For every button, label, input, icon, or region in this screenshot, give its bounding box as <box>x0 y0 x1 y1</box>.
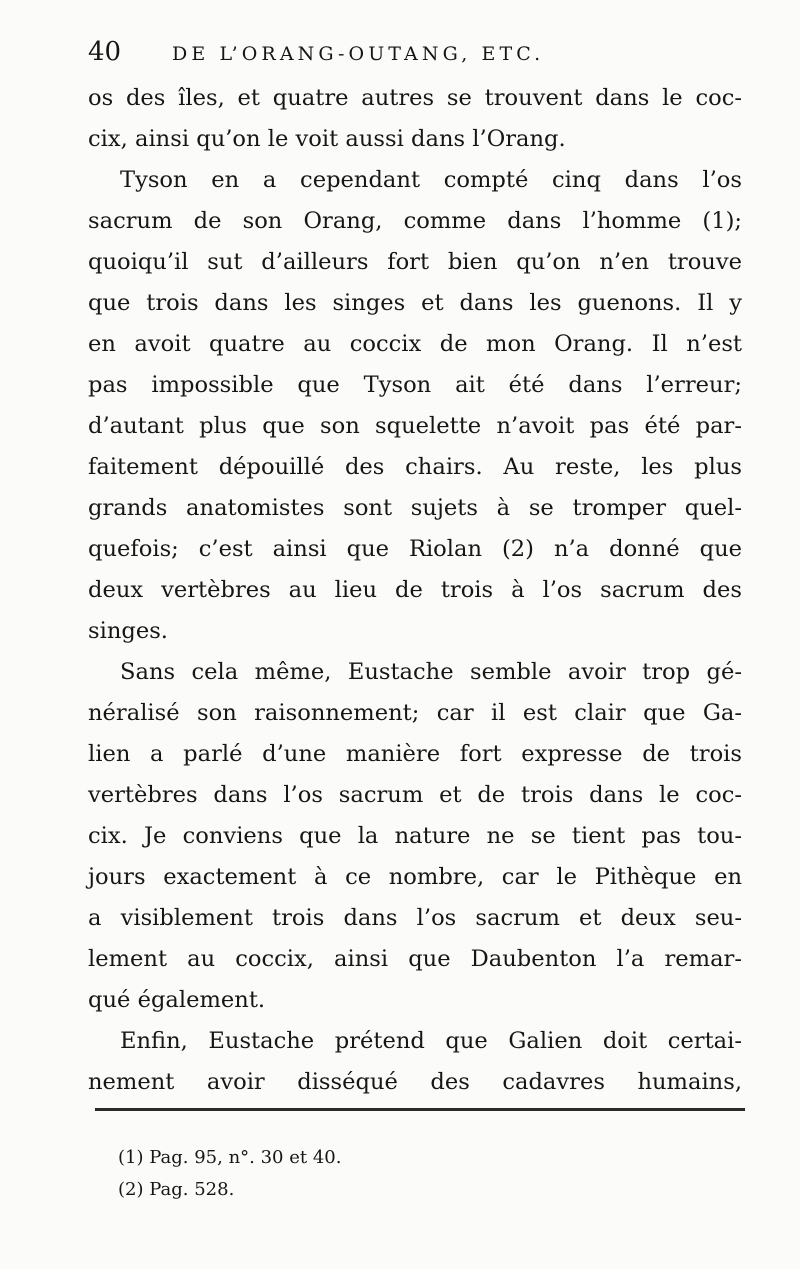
footnote: (1) Pag. 95, n°. 30 et 40. <box>118 1147 342 1168</box>
text-line: pas impossible que Tyson ait été dans l’erreur; <box>88 372 742 398</box>
page-number: 40 <box>88 37 122 67</box>
text-line: grands anatomistes sont sujets à se tromper quel- <box>88 495 742 521</box>
text-line: jours exactement à ce nombre, car le Pithèque en <box>88 864 742 890</box>
text-line: deux vertèbres au lieu de trois à l’os sacrum des <box>88 577 742 603</box>
text-line: lement au coccix, ainsi que Daubenton l’a remar- <box>88 946 742 972</box>
text-line: quoiqu’il sut d’ailleurs fort bien qu’on n’en trouve <box>88 249 742 275</box>
text-line: qué également. <box>88 987 266 1013</box>
text-line: lien a parlé d’une manière fort expresse de trois <box>88 741 742 767</box>
text-line: d’autant plus que son squelette n’avoit pas été par- <box>88 413 742 439</box>
text-line: néralisé son raisonnement; car il est clair que Ga- <box>88 700 742 726</box>
text-line: faitement dépouillé des chairs. Au reste, les plus <box>88 454 742 480</box>
text-line: Tyson en a cependant compté cinq dans l’os <box>120 167 742 193</box>
text-line: vertèbres dans l’os sacrum et de trois dans le coc- <box>88 782 742 808</box>
text-line: sacrum de son Orang, comme dans l’homme (1); <box>88 208 742 234</box>
text-line: cix. Je conviens que la nature ne se tient pas tou- <box>88 823 742 849</box>
footnote: (2) Pag. 528. <box>118 1179 235 1200</box>
text-line: Enfin, Eustache prétend que Galien doit certai- <box>120 1028 742 1054</box>
text-line: que trois dans les singes et dans les guenons. Il y <box>88 290 742 316</box>
text-line: en avoit quatre au coccix de mon Orang. Il n’est <box>88 331 742 357</box>
text-line: singes. <box>88 618 168 644</box>
text-line: Sans cela même, Eustache semble avoir trop gé- <box>120 659 742 685</box>
text-line: nement avoir disséqué des cadavres humains, <box>88 1069 742 1095</box>
footnote-divider <box>95 1108 745 1111</box>
text-line: cix, ainsi qu’on le voit aussi dans l’Orang. <box>88 126 566 152</box>
text-line: os des îles, et quatre autres se trouvent dans le coc- <box>88 85 742 111</box>
running-title: DE L’ORANG-OUTANG, ETC. <box>172 43 545 65</box>
page-header <box>88 34 748 70</box>
footnotes <box>118 1142 518 1206</box>
text-line: quefois; c’est ainsi que Riolan (2) n’a donné que <box>88 536 742 562</box>
text-line: a visiblement trois dans l’os sacrum et deux seu- <box>88 905 742 931</box>
body-text <box>88 78 742 1103</box>
